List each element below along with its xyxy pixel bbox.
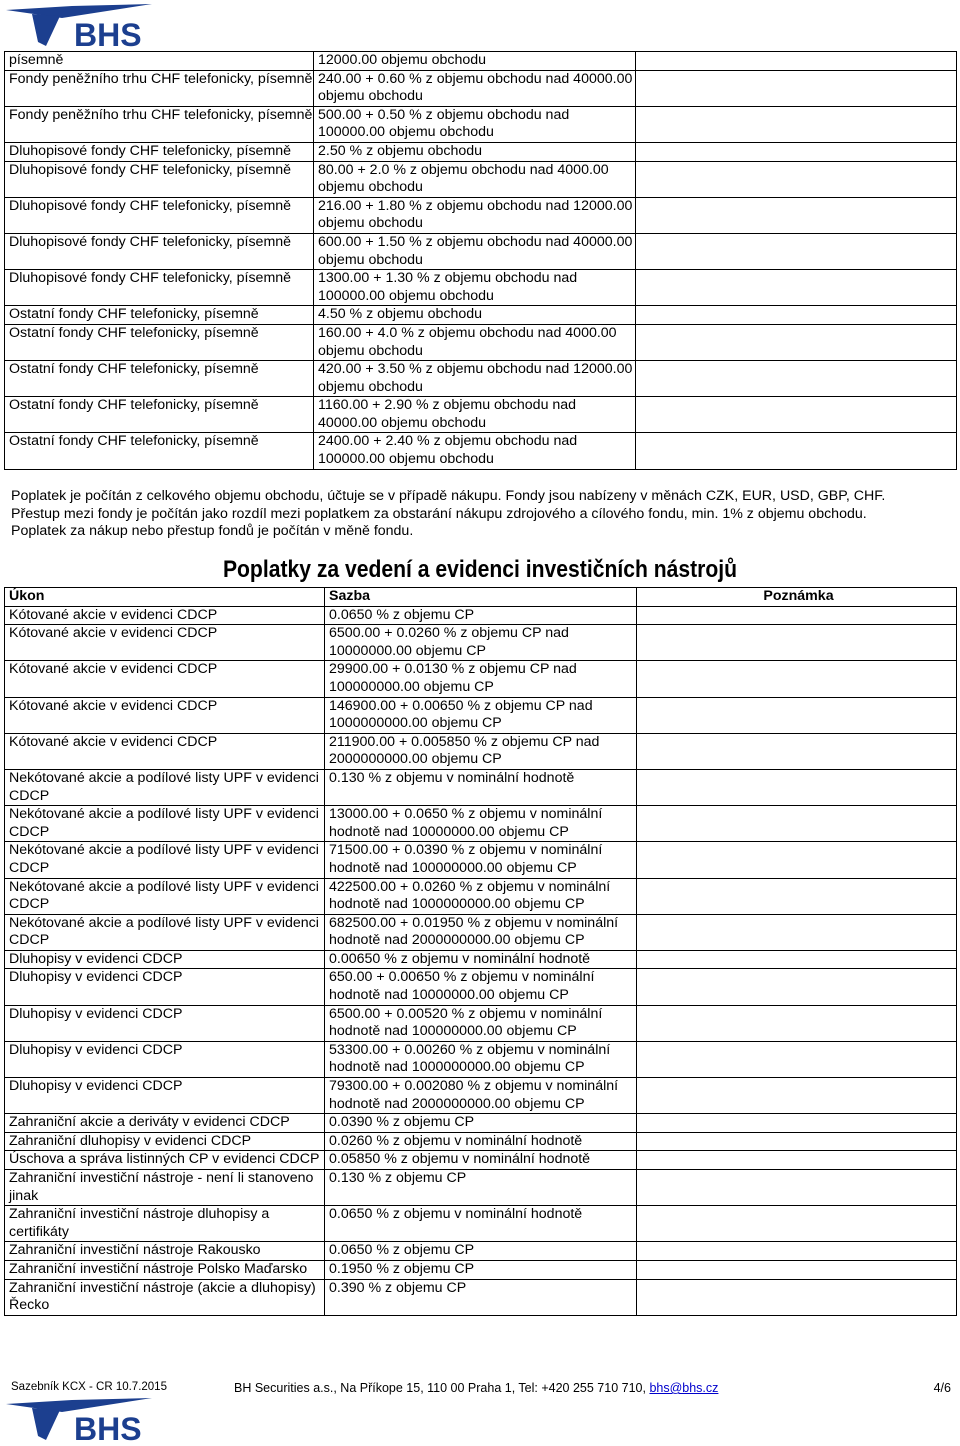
cell-rate: 71500.00 + 0.0390 % z objemu v nominální hodnotě nad 100000000.00 objemu CP — [325, 842, 637, 878]
table-row — [5, 142, 957, 161]
cell-note — [637, 1041, 957, 1077]
table-row — [5, 1206, 957, 1242]
cell-description: Ostatní fondy CHF telefonicky, písemně — [5, 361, 314, 397]
cell-description: Dluhopisy v evidenci CDCP — [5, 1078, 325, 1114]
cell-note — [636, 106, 957, 142]
cell-rate: 4.50 % z objemu obchodu — [314, 306, 636, 325]
footer-address: BH Securities a.s., Na Příkope 15, 110 00 Praha 1, Tel: +420 255 710 710, — [234, 1381, 650, 1395]
cell-note — [637, 625, 957, 661]
cell-description: Zahraniční investiční nástroje (akcie a dluhopisy) Řecko — [5, 1279, 325, 1315]
table-row — [5, 161, 957, 197]
cell-note — [637, 1114, 957, 1133]
cell-note — [637, 1260, 957, 1279]
cell-description: Úschova a správa listinných CP v evidenci CDCP — [5, 1151, 325, 1170]
table-row — [5, 661, 957, 697]
cell-rate: 6500.00 + 0.00520 % z objemu v nominální hodnotě nad 100000000.00 objemu CP — [325, 1005, 637, 1041]
cell-rate: 13000.00 + 0.0650 % z objemu v nominální hodnotě nad 10000000.00 objemu CP — [325, 806, 637, 842]
cell-rate: 0.0390 % z objemu CP — [325, 1114, 637, 1133]
table-row — [5, 1132, 957, 1151]
section-title: Poplatky za vedení a evidenci investičních nástrojů — [222, 556, 738, 583]
cell-note — [637, 697, 957, 733]
cell-rate: 0.0650 % z objemu CP — [325, 1242, 637, 1261]
column-header-poznamka: Poznámka — [637, 588, 957, 607]
table-row — [5, 1260, 957, 1279]
cell-rate: 682500.00 + 0.01950 % z objemu v nominální hodnotě nad 2000000000.00 objemu CP — [325, 914, 637, 950]
table-row — [5, 52, 957, 71]
cell-rate: 216.00 + 1.80 % z objemu obchodu nad 12000.00 objemu obchodu — [314, 197, 636, 233]
cell-description: Kótované akcie v evidenci CDCP — [5, 733, 325, 769]
cell-note — [637, 733, 957, 769]
cell-description: Dluhopisy v evidenci CDCP — [5, 1041, 325, 1077]
cell-note — [636, 397, 957, 433]
cell-note — [636, 142, 957, 161]
cell-rate: 0.05850 % z objemu v nominální hodnotě — [325, 1151, 637, 1170]
cell-note — [636, 361, 957, 397]
cell-rate: 2.50 % z objemu obchodu — [314, 142, 636, 161]
cell-rate: 0.0650 % z objemu CP — [325, 606, 637, 625]
table-row — [5, 950, 957, 969]
cell-description: Nekótované akcie a podílové listy UPF v evidenci CDCP — [5, 842, 325, 878]
table-row — [5, 1078, 957, 1114]
table-row — [5, 606, 957, 625]
fund-fees-table — [4, 51, 957, 470]
cell-rate: 240.00 + 0.60 % z objemu obchodu nad 40000.00 objemu obchodu — [314, 70, 636, 106]
cell-description: Dluhopisové fondy CHF telefonicky, písemně — [5, 270, 314, 306]
cell-rate: 600.00 + 1.50 % z objemu obchodu nad 40000.00 objemu obchodu — [314, 233, 636, 269]
cell-note — [637, 606, 957, 625]
cell-note — [637, 1279, 957, 1315]
cell-description: Fondy peněžního trhu CHF telefonicky, písemně — [5, 106, 314, 142]
note-line: Poplatek za nákup nebo přestup fondů je počítán v měně fondu. — [11, 523, 414, 540]
cell-description: Dluhopisové fondy CHF telefonicky, písemně — [5, 161, 314, 197]
cell-note — [637, 661, 957, 697]
cell-description: Ostatní fondy CHF telefonicky, písemně — [5, 397, 314, 433]
cell-description: Dluhopisy v evidenci CDCP — [5, 950, 325, 969]
cell-note — [637, 1170, 957, 1206]
cell-note — [636, 197, 957, 233]
cell-rate: 53300.00 + 0.00260 % z objemu v nominální hodnotě nad 1000000000.00 objemu CP — [325, 1041, 637, 1077]
table-row — [5, 1114, 957, 1133]
table-row — [5, 914, 957, 950]
cell-rate: 422500.00 + 0.0260 % z objemu v nominální hodnotě nad 1000000000.00 objemu CP — [325, 878, 637, 914]
cell-note — [637, 1132, 957, 1151]
cell-rate: 211900.00 + 0.005850 % z objemu CP nad 2000000000.00 objemu CP — [325, 733, 637, 769]
cell-rate: 650.00 + 0.00650 % z objemu v nominální hodnotě nad 10000000.00 objemu CP — [325, 969, 637, 1005]
cell-rate: 500.00 + 0.50 % z objemu obchodu nad 100000.00 objemu obchodu — [314, 106, 636, 142]
cell-description: Nekótované akcie a podílové listy UPF v evidenci CDCP — [5, 806, 325, 842]
cell-description: Ostatní fondy CHF telefonicky, písemně — [5, 433, 314, 469]
cell-note — [637, 1005, 957, 1041]
table-row — [5, 270, 957, 306]
cell-description: Zahraniční investiční nástroje dluhopisy a certifikáty — [5, 1206, 325, 1242]
table-row — [5, 397, 957, 433]
table-header-row — [5, 588, 957, 607]
cell-rate: 29900.00 + 0.0130 % z objemu CP nad 100000000.00 objemu CP — [325, 661, 637, 697]
cell-description: Kótované akcie v evidenci CDCP — [5, 697, 325, 733]
cell-description: Dluhopisy v evidenci CDCP — [5, 969, 325, 1005]
table-row — [5, 697, 957, 733]
footer-email-link[interactable]: bhs@bhs.cz — [649, 1381, 719, 1395]
cell-rate: 2400.00 + 2.40 % z objemu obchodu nad 100000.00 objemu obchodu — [314, 433, 636, 469]
cell-note — [636, 270, 957, 306]
cell-rate: 1160.00 + 2.90 % z objemu obchodu nad 40000.00 objemu obchodu — [314, 397, 636, 433]
cell-note — [637, 1078, 957, 1114]
cell-description: Zahraniční investiční nástroje - není li stanoveno jinak — [5, 1170, 325, 1206]
table-row — [5, 324, 957, 360]
cell-note — [636, 161, 957, 197]
cell-description: Dluhopisové fondy CHF telefonicky, písemně — [5, 142, 314, 161]
cell-rate: 0.390 % z objemu CP — [325, 1279, 637, 1315]
table-row — [5, 1170, 957, 1206]
bhs-logo — [2, 2, 182, 52]
cell-note — [637, 769, 957, 805]
cell-description: Ostatní fondy CHF telefonicky, písemně — [5, 306, 314, 325]
cell-note — [636, 433, 957, 469]
cell-note — [637, 950, 957, 969]
cell-description: Nekótované akcie a podílové listy UPF v evidenci CDCP — [5, 878, 325, 914]
table-row — [5, 306, 957, 325]
cell-note — [637, 806, 957, 842]
table-row — [5, 1151, 957, 1170]
cell-rate: 420.00 + 3.50 % z objemu obchodu nad 12000.00 objemu obchodu — [314, 361, 636, 397]
note-line: Poplatek je počítán z celkového objemu obchodu, účtuje se v případě nákupu. Fondy jsou nabízeny v měnách CZK, EUR, USD, GBP, CHF. — [11, 488, 886, 504]
cell-description: Kótované akcie v evidenci CDCP — [5, 606, 325, 625]
page-number: 4/6 — [933, 1381, 951, 1395]
cell-rate: 12000.00 objemu obchodu — [314, 52, 636, 71]
fund-fee-note — [11, 488, 951, 541]
cell-rate: 1300.00 + 1.30 % z objemu obchodu nad 100000.00 objemu obchodu — [314, 270, 636, 306]
cell-note — [636, 233, 957, 269]
cell-rate: 80.00 + 2.0 % z objemu obchodu nad 4000.00 objemu obchodu — [314, 161, 636, 197]
table-row — [5, 1005, 957, 1041]
cell-description: Zahraniční dluhopisy v evidenci CDCP — [5, 1132, 325, 1151]
cell-description: písemně — [5, 52, 314, 71]
cell-note — [636, 70, 957, 106]
cell-rate: 0.0260 % z objemu v nominální hodnotě — [325, 1132, 637, 1151]
table-row — [5, 969, 957, 1005]
cell-description: Fondy peněžního trhu CHF telefonicky, písemně — [5, 70, 314, 106]
cell-description: Zahraniční investiční nástroje Rakousko — [5, 1242, 325, 1261]
table-row — [5, 769, 957, 805]
table-row — [5, 70, 957, 106]
cell-rate: 146900.00 + 0.00650 % z objemu CP nad 1000000000.00 objemu CP — [325, 697, 637, 733]
cell-note — [637, 842, 957, 878]
cell-note — [636, 306, 957, 325]
table-row — [5, 197, 957, 233]
table-row — [5, 842, 957, 878]
cell-rate: 0.130 % z objemu v nominální hodnotě — [325, 769, 637, 805]
table-row — [5, 733, 957, 769]
table-row — [5, 233, 957, 269]
cell-description: Kótované akcie v evidenci CDCP — [5, 625, 325, 661]
svg-text:BHS: BHS — [74, 17, 142, 52]
table-row — [5, 625, 957, 661]
cell-rate: 0.00650 % z objemu v nominální hodnotě — [325, 950, 637, 969]
table-row — [5, 1279, 957, 1315]
cell-description: Kótované akcie v evidenci CDCP — [5, 661, 325, 697]
cell-note — [637, 878, 957, 914]
table-row — [5, 106, 957, 142]
bhs-logo-footer — [2, 1396, 182, 1446]
cell-rate: 160.00 + 4.0 % z objemu obchodu nad 4000.00 objemu obchodu — [314, 324, 636, 360]
cell-note — [637, 1206, 957, 1242]
cell-note — [636, 52, 957, 71]
table-row — [5, 361, 957, 397]
table-row — [5, 433, 957, 469]
column-header-sazba: Sazba — [325, 588, 637, 607]
cell-rate: 0.130 % z objemu CP — [325, 1170, 637, 1206]
footer-company-info — [234, 1381, 718, 1395]
cell-note — [636, 324, 957, 360]
cell-description: Dluhopisy v evidenci CDCP — [5, 1005, 325, 1041]
svg-text:BHS: BHS — [74, 1411, 142, 1446]
cell-note — [637, 1242, 957, 1261]
column-header-ukon: Úkon — [5, 588, 325, 607]
note-line: Přestup mezi fondy je počítán jako rozdíl mezi poplatkem za obstarání nákupu zdrojového a cílového fondu, min. 1% z objemu obchodu. — [11, 505, 867, 522]
table-row — [5, 806, 957, 842]
cell-description: Nekótované akcie a podílové listy UPF v evidenci CDCP — [5, 769, 325, 805]
cell-description: Zahraniční akcie a deriváty v evidenci CDCP — [5, 1114, 325, 1133]
custody-fees-table — [4, 587, 957, 1316]
table-row — [5, 1242, 957, 1261]
cell-rate: 0.0650 % z objemu v nominální hodnotě — [325, 1206, 637, 1242]
table-row — [5, 1041, 957, 1077]
cell-description: Dluhopisové fondy CHF telefonicky, písemně — [5, 233, 314, 269]
cell-description: Ostatní fondy CHF telefonicky, písemně — [5, 324, 314, 360]
cell-note — [637, 1151, 957, 1170]
cell-rate: 0.1950 % z objemu CP — [325, 1260, 637, 1279]
footer-document-id: Sazebník KCX - CR 10.7.2015 — [11, 1381, 167, 1393]
cell-note — [637, 969, 957, 1005]
cell-note — [637, 914, 957, 950]
cell-description: Nekótované akcie a podílové listy UPF v evidenci CDCP — [5, 914, 325, 950]
cell-rate: 6500.00 + 0.0260 % z objemu CP nad 10000000.00 objemu CP — [325, 625, 637, 661]
cell-rate: 79300.00 + 0.002080 % z objemu v nominální hodnotě nad 2000000000.00 objemu CP — [325, 1078, 637, 1114]
table-row — [5, 878, 957, 914]
cell-description: Zahraniční investiční nástroje Polsko Maďarsko — [5, 1260, 325, 1279]
cell-description: Dluhopisové fondy CHF telefonicky, písemně — [5, 197, 314, 233]
